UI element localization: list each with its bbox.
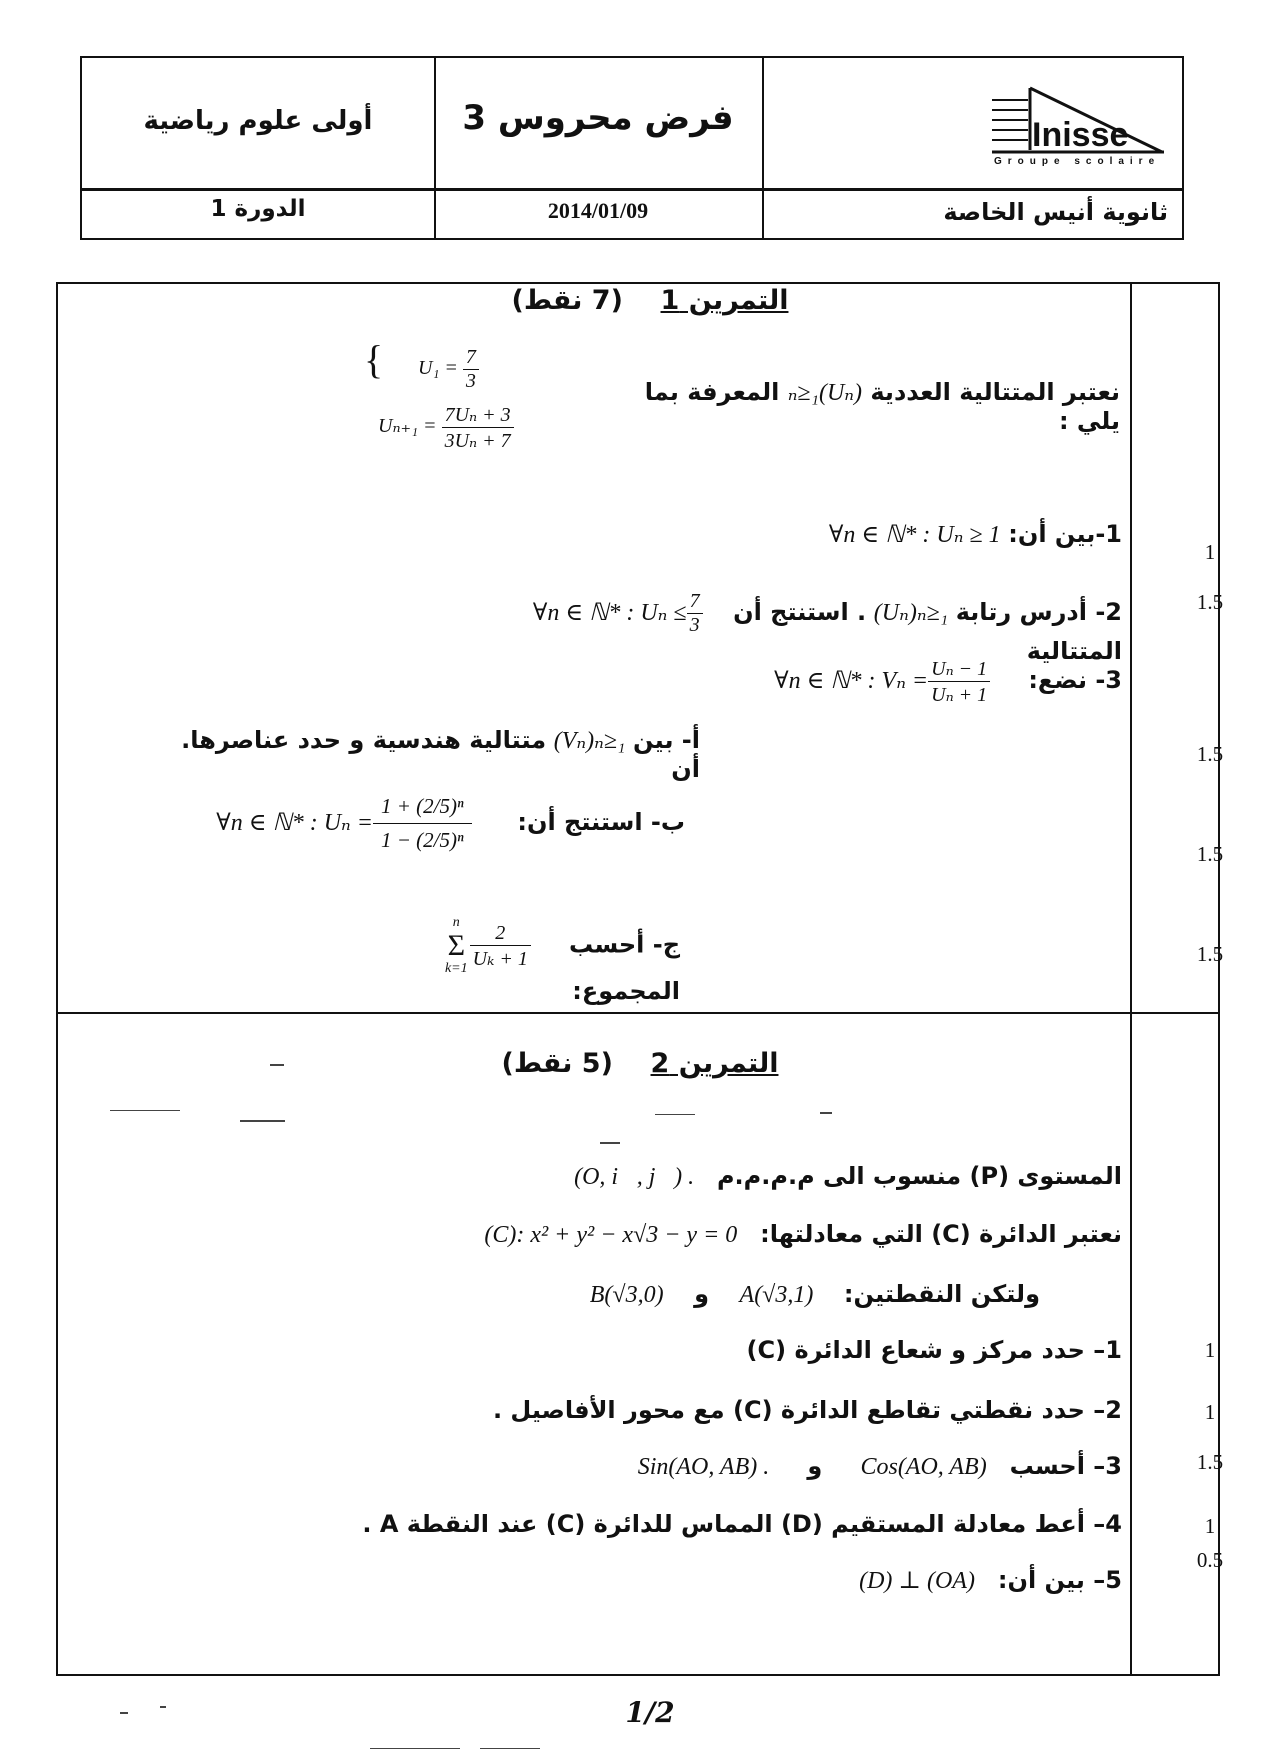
ex1-q1-label: 1-بين أن: <box>1008 520 1122 548</box>
exercise1-heading <box>470 285 830 316</box>
rec-lhs: Uₙ₊₁ = <box>378 415 437 438</box>
scan-speck <box>120 1712 128 1714</box>
ex2-circle-eq: (C): x² + y² − x√3 − y = 0 <box>484 1222 738 1248</box>
intro-suffix: المعرفة بما يلي : <box>644 378 1120 435</box>
ex1-score-q2: 1.5 <box>1196 590 1224 614</box>
ex2-frame-math: (O, i⃗, j⃗) . <box>574 1164 695 1190</box>
ex1-q3-num: Uₙ − 1 <box>928 656 990 682</box>
scan-speck <box>160 1706 166 1708</box>
ex1-q1-math: ∀n ∈ ℕ* : Uₙ ≥ 1 <box>828 522 1001 548</box>
ex2-score-q5: 0.5 <box>1196 1548 1224 1572</box>
ex1-q2-mid: . استنتج أن <box>733 598 867 626</box>
ex2-point-b: B(√3,0) <box>589 1282 664 1308</box>
ex2-score-q2: 1 <box>1204 1400 1216 1424</box>
ex1-qc-top: n <box>452 915 460 930</box>
ex1-q2-seq: (Uₙ)ₙ≥₁ <box>873 600 949 626</box>
ex1-q3 <box>700 656 1122 707</box>
exercise2-title: التمرين 2 <box>650 1048 779 1079</box>
school-name: ثانوية أنيس الخاصة <box>943 198 1168 226</box>
ex1-q3-den: Uₙ + 1 <box>931 684 988 706</box>
ex1-q2-math: ∀n ∈ ℕ* : Uₙ ≤ <box>532 600 687 626</box>
ex1-q2-label: 2- أدرس رتابة المتتالية <box>955 598 1122 665</box>
ex1-qa-label: أ- بين أن <box>633 726 700 783</box>
scan-speck <box>240 1120 285 1122</box>
u1-num: 7 <box>463 346 479 370</box>
ex1-q3c <box>340 915 680 1005</box>
u1-den: 3 <box>465 370 476 392</box>
ex2-point-a: A(√3,1) <box>739 1282 814 1308</box>
scan-speck <box>270 1064 284 1066</box>
ex1-q3b <box>215 790 685 857</box>
exercise2-heading <box>460 1048 820 1079</box>
header-table <box>80 56 1184 240</box>
scan-speck <box>600 1142 620 1144</box>
ex2-q2: 2– حدد نقطتي تقاطع الدائرة (C) مع محور الأفاصيل . <box>492 1396 1122 1424</box>
ex2-q3-cos: Cos(AO, AB) <box>860 1454 987 1480</box>
ex1-q3a <box>180 726 700 783</box>
ex2-q4: 4– أعط معادلة المستقيم (D) المماس للدائرة (C) عند النقطة A . <box>362 1510 1122 1538</box>
ex2-q3-label: 3– أحسب <box>1009 1452 1122 1480</box>
ex1-qb-math: ∀n ∈ ℕ* : Uₙ = <box>216 810 373 836</box>
header-divider <box>762 58 764 238</box>
ex1-q2 <box>430 590 1122 665</box>
ex2-plane-text: المستوى (P) منسوب الى م.م.م.م <box>716 1162 1122 1190</box>
ex2-circle <box>440 1220 1122 1249</box>
ex2-q5-label: 5– بين أن: <box>997 1566 1122 1594</box>
scan-speck <box>655 1114 695 1115</box>
recurrence-definition <box>378 402 514 453</box>
ex1-qb-den: 1 − (2/5)ⁿ <box>380 828 464 852</box>
intro-seq: (Uₙ)ₙ≥₁ <box>787 380 863 406</box>
scan-speck <box>110 1110 180 1111</box>
ex2-q1: 1– حدد مركز و شعاع الدائرة (C) <box>746 1336 1122 1364</box>
ex1-qc-num: 2 <box>470 922 531 946</box>
ex2-q5 <box>820 1566 1122 1595</box>
ex2-score-q3: 1.5 <box>1196 1450 1224 1474</box>
ex2-q5-math: (D) ⊥ (OA) <box>859 1568 975 1594</box>
ex1-qa-seq: (Vₙ)ₙ≥₁ <box>553 728 626 754</box>
ex2-and: و <box>694 1280 710 1308</box>
ex2-points-text: ولتكن النقطتين: <box>843 1280 1040 1308</box>
ex1-qc-sum: Σ <box>447 929 466 962</box>
level-label: أولى علوم رياضية <box>143 106 373 136</box>
score-column-divider <box>1130 284 1132 1674</box>
exam-date: 2014/01/09 <box>547 198 649 223</box>
ex1-qc-label: ج- أحسب المجموع: <box>569 930 680 1005</box>
exercise2-points: (5 نقط) <box>501 1048 613 1079</box>
ex2-score-q4: 1 <box>1204 1514 1216 1538</box>
ex1-q3-math: ∀n ∈ ℕ* : Vₙ = <box>774 668 929 694</box>
logo-text: Inisse <box>1032 116 1129 154</box>
ex1-qc-den: Uₖ + 1 <box>472 947 528 970</box>
ex1-q1 <box>800 520 1122 549</box>
ex2-points-def <box>560 1280 1040 1309</box>
ex2-circle-text: نعتبر الدائرة (C) التي معادلتها: <box>760 1220 1122 1248</box>
ex1-q2-num: 7 <box>687 590 703 614</box>
exam-title: فرض محروس 3 <box>462 98 734 138</box>
header-divider <box>434 58 436 238</box>
u1-definition <box>418 346 479 393</box>
ex2-plane <box>560 1162 1122 1191</box>
ex1-qc-bottom: k=1 <box>444 961 468 976</box>
ex2-q3-sin: Sin(AO, AB) . <box>637 1454 770 1480</box>
system-brace: { <box>364 337 384 382</box>
ex1-qb-num: 1 + (2/5)ⁿ <box>373 790 472 824</box>
header-divider <box>82 188 1182 191</box>
page-number: 1/2 <box>625 1696 675 1729</box>
ex2-score-q1: 1 <box>1204 1338 1216 1362</box>
ex1-q2-den: 3 <box>689 614 700 636</box>
logo-subtext: Groupe scolaire <box>994 156 1161 167</box>
exercise1-points: (7 نقط) <box>511 285 623 316</box>
ex1-qb-label: ب- استنتج أن: <box>517 808 685 836</box>
ex2-q3-and: و <box>807 1452 823 1480</box>
intro-text: نعتبر المتتالية العددية <box>870 378 1120 406</box>
ex1-score-q3b: 1.5 <box>1196 842 1224 866</box>
session-label: الدورة 1 <box>210 196 306 222</box>
exercise-divider <box>58 1012 1218 1014</box>
ex1-score-q3a: 1.5 <box>1196 742 1224 766</box>
ex1-qa-text: متتالية هندسية و حدد عناصرها. <box>181 726 547 754</box>
ex1-score-q3c: 1.5 <box>1196 942 1224 966</box>
ex2-q3 <box>540 1452 1122 1481</box>
school-logo <box>982 80 1172 180</box>
rec-num: 7Uₙ + 3 <box>442 402 514 428</box>
exercise1-intro <box>620 378 1120 435</box>
exercise1-title: التمرين 1 <box>660 285 789 316</box>
scan-speck <box>820 1112 832 1114</box>
scan-speck <box>370 1748 460 1749</box>
ex1-q3-label: 3- نضع: <box>1028 666 1122 694</box>
rec-den: 3Uₙ + 7 <box>444 430 511 452</box>
u1-lhs: U₁ = <box>418 357 458 380</box>
scan-speck <box>480 1748 540 1749</box>
ex1-score-q1: 1 <box>1204 540 1216 564</box>
